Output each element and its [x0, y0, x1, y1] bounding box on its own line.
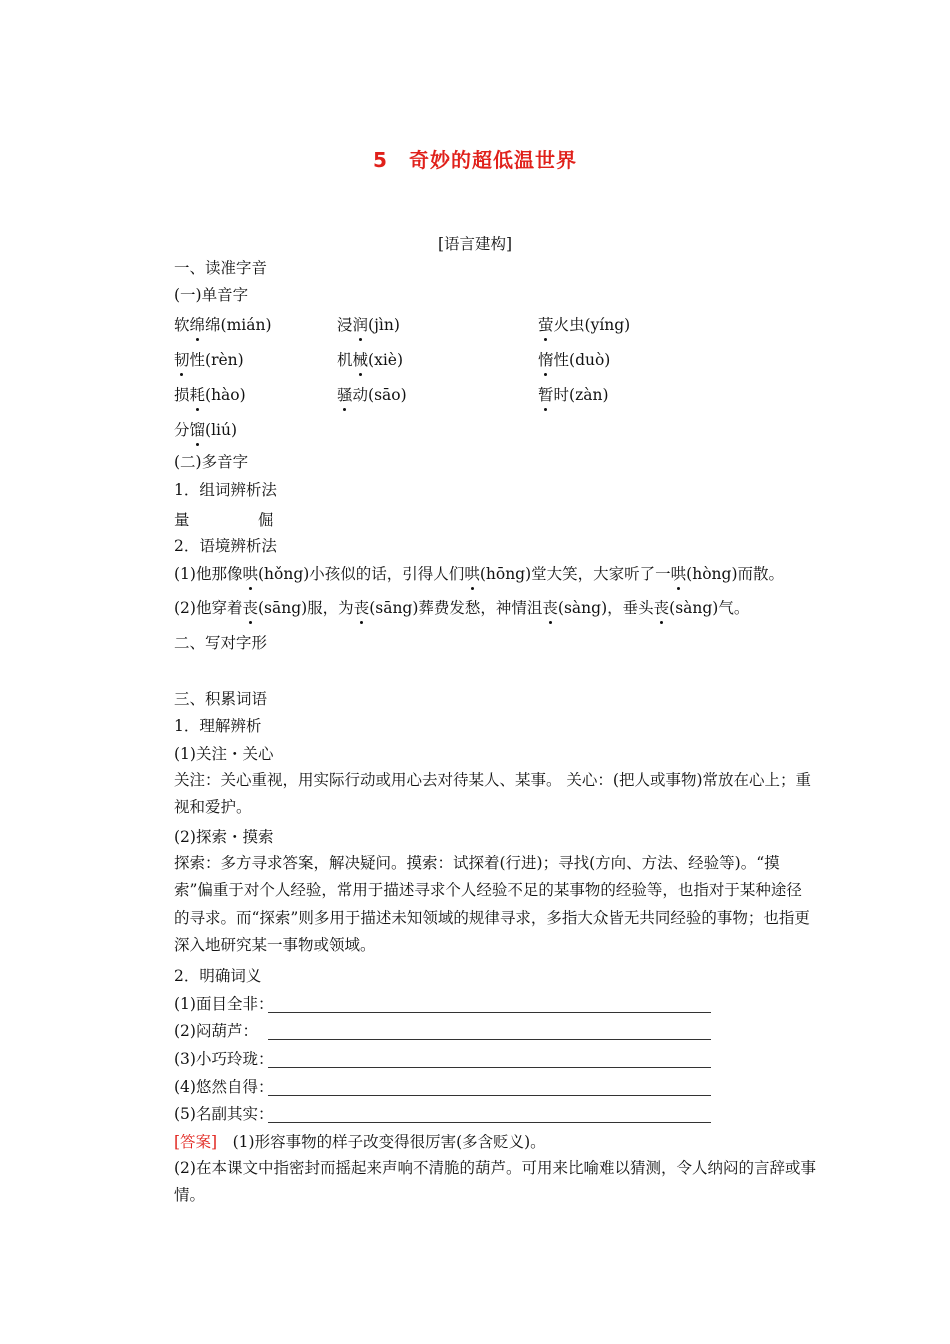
term-label: (1)面目全非： — [174, 995, 274, 1013]
term-label: (5)名副其实： — [174, 1105, 274, 1123]
question-2-heading: (2)探索・摸索 — [174, 828, 274, 846]
answer-line-1: [答案] (1)形容事物的样子改变得很厉害(多含贬义)。 — [174, 1133, 546, 1151]
answer-blank-line[interactable] — [268, 1012, 711, 1013]
char-item: 韧性(rèn) — [174, 348, 244, 370]
char-item: 损耗(hào) — [174, 383, 246, 405]
heading-read-pronunciation: 一、读准字音 — [174, 259, 268, 277]
answer-blank-line[interactable] — [268, 1067, 711, 1068]
char-item: 浸润(jìn) — [337, 313, 400, 335]
answer-blank-line[interactable] — [268, 1039, 711, 1040]
term-label: (3)小巧玲珑： — [174, 1050, 274, 1068]
char-item: 萤火虫(yíng) — [538, 313, 630, 335]
heading-write-chars: 二、写对字形 — [174, 634, 268, 652]
answer-tag: [答案] — [174, 1133, 218, 1151]
section-label: [语言建构] — [437, 235, 513, 253]
answer-blank-line[interactable] — [268, 1122, 711, 1123]
method-2-heading: 2．语境辨析法 — [174, 537, 277, 555]
sub-heading-single-chars: (一)单音字 — [174, 286, 249, 304]
context-sentence-1: (1)他那像哄(hǒng)小孩似的话，引得人们哄(hōng)堂大笑，大家听了一哄(hòng)而散。 — [174, 565, 784, 583]
term-label: (2)闷葫芦： — [174, 1022, 258, 1040]
method-1-char: 量 — [174, 511, 190, 529]
sub-heading-polyphonic: (二)多音字 — [174, 453, 249, 471]
term-label: (4)悠然自得： — [174, 1078, 274, 1096]
answer-line-2: (2)在本课文中指密封而摇起来声响不清脆的葫芦。可用来比喻难以猜测，令人纳闷的言辞或事情。 — [174, 1159, 816, 1205]
question-1-text: 关注：关心重视，用实际行动或用心去对待某人、某事。 关心：(把人或事物)常放在心上；重视和爱护。 — [174, 771, 812, 817]
part-1-heading: 1．理解辨析 — [174, 717, 262, 735]
method-1-char: 倔 — [258, 511, 274, 529]
part-2-heading: 2．明确词义 — [174, 967, 262, 985]
char-item: 惰性(duò) — [538, 348, 610, 370]
char-item: 骚动(sāo) — [337, 383, 407, 405]
char-item: 机械(xiè) — [337, 348, 403, 370]
char-item: 暂时(zàn) — [538, 383, 609, 405]
question-1-heading: (1)关注・关心 — [174, 745, 274, 763]
question-2-text: 探索：多方寻求答案，解决疑问。摸索：试探着(行进)；寻找(方向、方法、经验等)。“摸索”偏重于对个人经验，常用于描述寻求个人经验不足的某事物的经验等，也指对于某种途径的寻求。而“探索”则多用于描述未知领域的规律寻求，多指大众皆无共同经验的事物；也指更深入地研究某一事物或领域。 — [174, 854, 810, 954]
page-title: 5 奇妙的超低温世界 — [373, 148, 577, 172]
char-item: 软绵绵(mián) — [174, 313, 272, 335]
answer-blank-line[interactable] — [268, 1095, 711, 1096]
heading-accumulate-words: 三、积累词语 — [174, 690, 268, 708]
char-item: 分馏(liú) — [174, 418, 237, 440]
method-1-heading: 1．组词辨析法 — [174, 481, 277, 499]
context-sentence-2: (2)他穿着丧(sāng)服，为丧(sāng)葬费发愁，神情沮丧(sàng)，垂头丧(sàng)气。 — [174, 599, 750, 617]
